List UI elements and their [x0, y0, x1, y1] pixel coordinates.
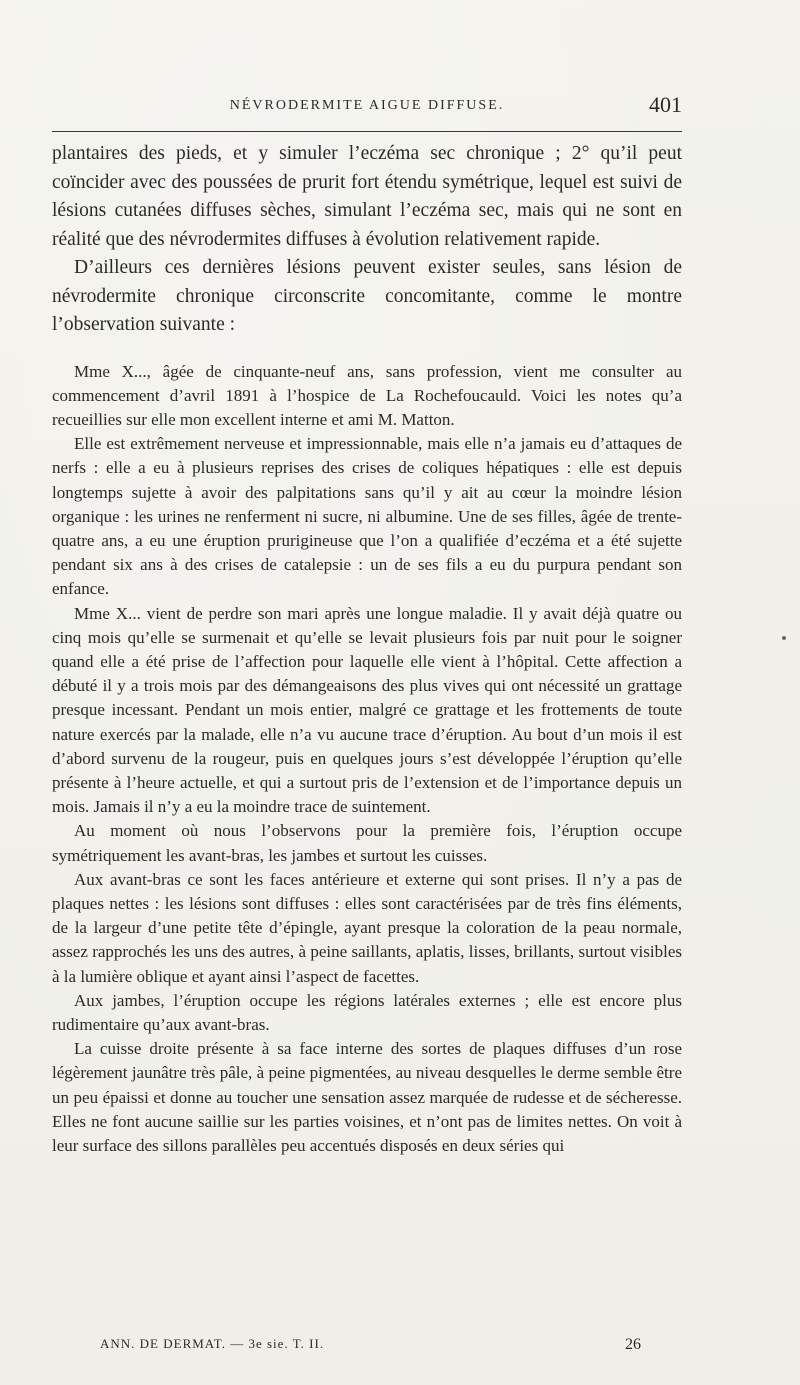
observation-block — [52, 360, 682, 1159]
paragraph: D’ailleurs ces dernières lésions peuvent exister seules, sans lésion de névrodermite chronique circonscrite concomitante, comme le montre l’observation suivante : — [52, 257, 682, 335]
paragraph: plantaires des pieds, et y simuler l’eczéma sec chronique ; 2° qu’il peut coïncider avec des poussées de prurit fort étendu symétrique, lequel est suivi de lésions cutanées diffuses sèches, simulant l’eczéma sec, mais qui ne sont en réalité que des névrodermites diffuses à évolution relativement rapide. — [52, 143, 682, 250]
ink-speck — [782, 636, 786, 640]
page-header — [52, 88, 682, 128]
signature-number: 26 — [625, 1336, 641, 1353]
observation-paragraph: Aux jambes, l’éruption occupe les régions latérales externes ; elle est encore plus rudimentaire qu’aux avant-bras. — [52, 990, 682, 1034]
running-title: NÉVRODERMITE AIGUE DIFFUSE. — [229, 98, 505, 113]
header-rule — [52, 131, 682, 132]
signature-mark: ANN. DE DERMAT. — 3e sie. T. II. — [100, 1336, 325, 1351]
observation-paragraph: Mme X..., âgée de cinquante-neuf ans, sans profession, vient me consulter au commencement d’avril 1891 à l’hospice de La Rochefoucauld. Voici les notes qu’a recueillies sur elle mon excellent interne et ami M. Matton. — [52, 361, 682, 429]
page-number: 401 — [649, 92, 682, 117]
observation-paragraph: Elle est extrêmement nerveuse et impressionnable, mais elle n’a jamais eu d’attaques de nerfs : elle a eu à plusieurs reprises des crises de coliques hépatiques : elle est depuis longtemps sujette à avoir des palpitations sans qu’il y ait au cœur la moindre lésion organique : les urines ne renferment ni sucre, ni albumine. Une de ses filles, âgée de trente-quatre ans, a eu une éruption prurigineuse que l’on a qualifiée d’eczéma et a été sujette pendant six ans à des crises de catalepsie : un de ses fils a eu du purpura pendant son enfance. — [52, 434, 682, 599]
observation-paragraph: Aux avant-bras ce sont les faces antérieure et externe qui sont prises. Il n’y a pas de plaques nettes : les lésions sont diffuses : elles sont caractérisées par de très fins éléments, de la largeur d’une petite tête d’épingle, ayant presque la coloration de la peau normale, assez rapprochés les uns des autres, à peine saillants, aplatis, lisses, brillants, surtout visibles à la lumière oblique et ayant ainsi l’aspect de facettes. — [52, 869, 682, 986]
observation-paragraph: La cuisse droite présente à sa face interne des sortes de plaques diffuses d’un rose légèrement jaunâtre très pâle, à peine pigmentées, au niveau desquelles le derme semble être un peu épaissi et donne au toucher une sensation assez marquée de rudesse et de sécheresse. Elles ne font aucune saillie sur les parties voisines, et n’ont pas de limites nettes. On voit à leur surface des sillons parallèles peu accentués disposés en deux séries qui — [52, 1039, 682, 1155]
page-footer — [100, 1336, 680, 1364]
main-text-block — [52, 140, 682, 340]
observation-paragraph: Mme X... vient de perdre son mari après une longue maladie. Il y avait déjà quatre ou cinq mois qu’elle se surmenait et qu’elle se levait plusieurs fois par nuit pour le soigner quand elle a été prise de l’affection pour laquelle elle vient à l’hôpital. Cette affection a débuté il y a trois mois par des démangeaisons des plus vives qui ont nécessité un grattage presque incessant. Pendant un mois entier, malgré ce grattage et les frottements de toute nature exercés par la malade, elle n’a vu aucune trace d’éruption. Au bout d’un mois il est d’abord survenu de la rougeur, puis en quelques jours s’est développée l’éruption qu’elle présente à l’heure actuelle, et qui a surtout pris de l’extension et de l’importance depuis un mois. Jamais il n’y a eu la moindre trace de suintement. — [52, 603, 682, 817]
observation-paragraph: Au moment où nous l’observons pour la première fois, l’éruption occupe symétriquement les avant-bras, les jambes et surtout les cuisses. — [52, 821, 682, 865]
body-text — [52, 140, 682, 1158]
